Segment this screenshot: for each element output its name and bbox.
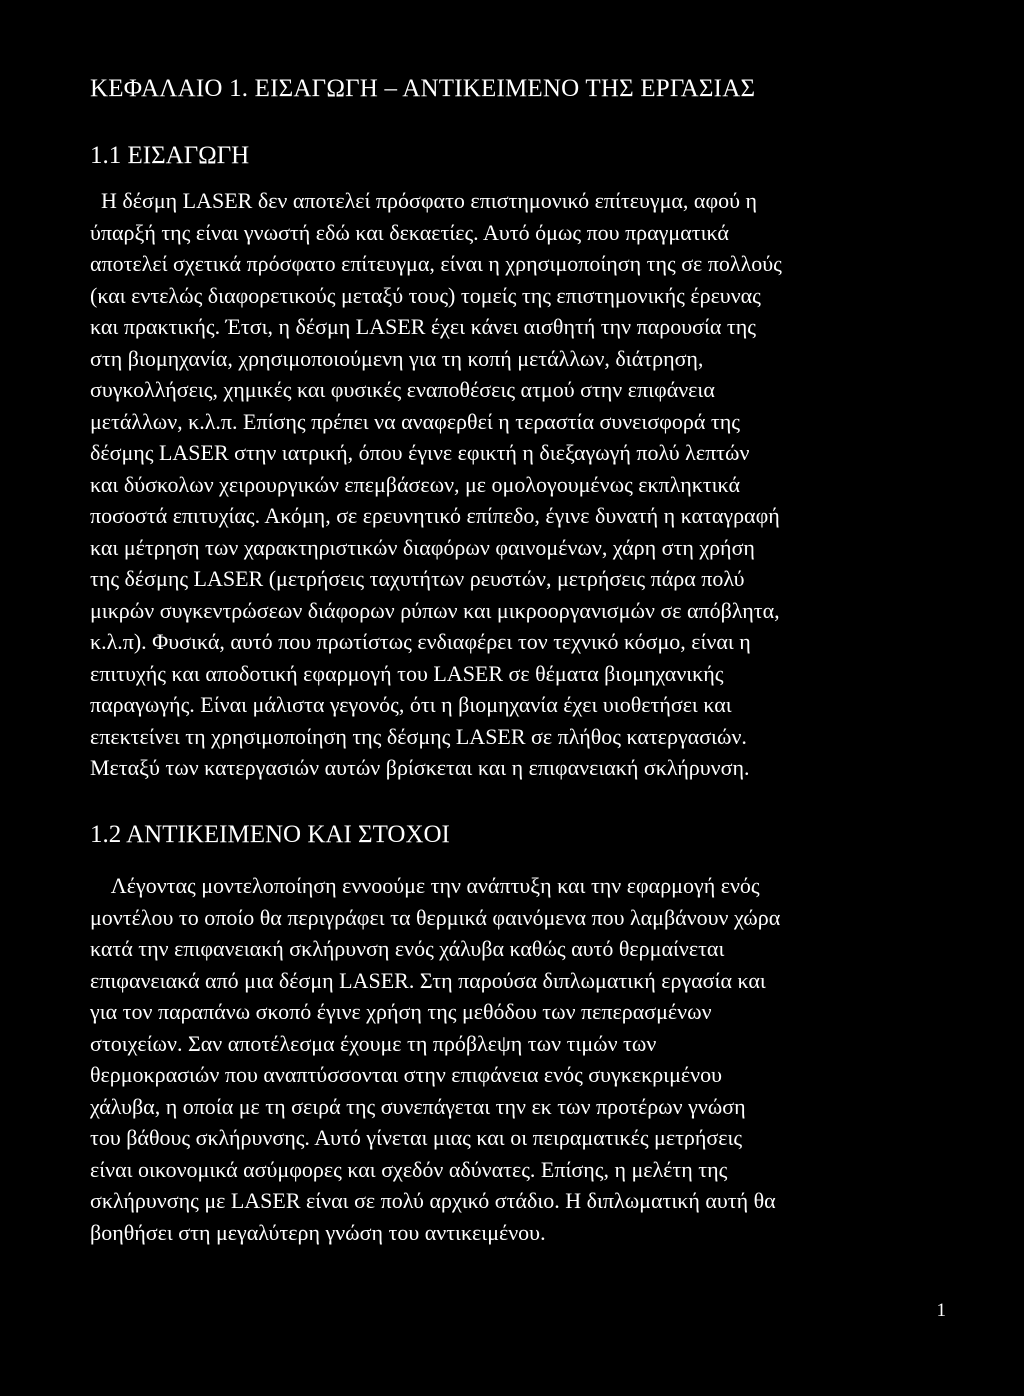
paragraph-line: (και εντελώς διαφορετικούς μεταξύ τους) τομείς της επιστημονικής έρευνας [90, 282, 761, 308]
paragraph-line: επεκτείνει τη χρησιμοποίηση της δέσμης LASER σε πλήθος κατεργασιών. [90, 723, 747, 749]
paragraph-line: ποσοστά επιτυχίας. Ακόμη, σε ερευνητικό επίπεδο, έγινε δυνατή η καταγραφή [90, 503, 780, 528]
paragraph-line: χάλυβα, η οποία με τη σειρά της συνεπάγεται την εκ των προτέρων γνώση [90, 1093, 746, 1119]
chapter-title: ΚΕΦΑΛΑΙΟ 1. ΕΙΣΑΓΩΓΗ – ΑΝΤΙΚΕΙΜΕΝΟ ΤΗΣ ΕΡΓΑΣΙΑΣ [90, 75, 756, 102]
paragraph-line: επιτυχής και αποδοτική εφαρμογή του LASER σε θέματα βιομηχανικής [90, 660, 724, 686]
paragraph-line: στοιχείων. Σαν αποτέλεσμα έχουμε τη πρόβλεψη των τιμών των [90, 1030, 657, 1056]
paragraph-line: θερμοκρασιών που αναπτύσσονται στην επιφάνεια ενός συγκεκριμένου [90, 1062, 722, 1087]
paragraph-line: και πρακτικής. Έτσι, η δέσμη LASER έχει κάνει αισθητή την παρουσία της [90, 314, 756, 339]
paragraph-line: αποτελεί σχετικά πρόσφατο επίτευγμα, είναι η χρησιμοποίηση της σε πολλούς [90, 251, 782, 276]
paragraph-line: είναι οικονομικά ασύμφορες και σχεδόν αδύνατες. Επίσης, η μελέτη της [90, 1156, 728, 1182]
paragraph-line: βοηθήσει στη μεγαλύτερη γνώση του αντικειμένου. [90, 1219, 546, 1245]
paragraph-line: του βάθους σκλήρυνσης. Αυτό γίνεται μιας και οι πειραματικές μετρήσεις [90, 1125, 743, 1150]
paragraph-line: επιφανειακά από μια δέσμη LASER. Στη παρούσα διπλωματική εργασία και [90, 967, 766, 993]
paragraph-line: μετάλλων, κ.λ.π. Επίσης πρέπει να αναφερθεί η τεραστία συνεισφορά της [90, 408, 740, 434]
paragraph-line: δέσμης LASER στην ιατρική, όπου έγινε εφικτή η διεξαγωγή πολύ λεπτών [90, 440, 750, 465]
paragraph-line: της δέσμης LASER (μετρήσεις ταχυτήτων ρευστών, μετρήσεις πάρα πολύ [90, 566, 745, 591]
paragraph-line: μοντέλου το οποίο θα περιγράφει τα θερμικά φαινόμενα που λαμβάνουν χώρα [90, 904, 781, 930]
paragraph-line: σκλήρυνσης με LASER είναι σε πολύ αρχικό στάδιο. Η διπλωματική αυτή θα [90, 1188, 776, 1213]
paragraph-line: στη βιομηχανία, χρησιμοποιούμενη για τη κοπή μετάλλων, διάτρηση, [90, 345, 704, 371]
section-title-objectives: 1.2 ΑΝΤΙΚΕΙΜΕΝΟ ΚΑΙ ΣΤΟΧΟΙ [90, 821, 450, 848]
paragraph-line: Μεταξύ των κατεργασιών αυτών βρίσκεται και η επιφανειακή σκλήρυνση. [90, 755, 750, 780]
paragraph-line: και δύσκολων χειρουργικών επεμβάσεων, με ομολογουμένως εκπληκτικά [90, 471, 740, 497]
paragraph-line: μικρών συγκεντρώσεων διάφορων ρύπων και μικροοργανισμών σε απόβλητα, [90, 597, 780, 623]
page-number: 1 [936, 1300, 946, 1321]
paragraph-line: και μέτρηση των χαρακτηριστικών διαφόρων φαινομένων, χάρη στη χρήση [90, 534, 755, 560]
paragraph-line: παραγωγής. Είναι μάλιστα γεγονός, ότι η βιομηχανία έχει υιοθετήσει και [90, 692, 732, 717]
paragraph-line: ύπαρξή της είναι γνωστή εδώ και δεκαετίες. Αυτό όμως που πραγματικά [90, 219, 729, 245]
section-title-introduction: 1.1 ΕΙΣΑΓΩΓΗ [90, 142, 250, 169]
paragraph-line: Η δέσμη LASER δεν αποτελεί πρόσφατο επιστημονικό επίτευγμα, αφού η [90, 188, 758, 213]
introduction-paragraph [90, 185, 970, 784]
paragraph-line: συγκολλήσεις, χημικές και φυσικές εναποθέσεις ατμού στην επιφάνεια [90, 377, 715, 402]
objectives-paragraph [90, 870, 970, 1248]
paragraph-line: Λέγοντας μοντελοποίηση εννοούμε την ανάπτυξη και την εφαρμογή ενός [90, 873, 760, 898]
paragraph-line: κατά την επιφανειακή σκλήρυνση ενός χάλυβα καθώς αυτό θερμαίνεται [90, 936, 725, 961]
paragraph-line: κ.λ.π). Φυσικά, αυτό που πρωτίστως ενδιαφέρει τον τεχνικό κόσμο, είναι η [90, 629, 751, 654]
paragraph-line: για τον παραπάνω σκοπό έγινε χρήση της μεθόδου των πεπερασμένων [90, 999, 712, 1024]
